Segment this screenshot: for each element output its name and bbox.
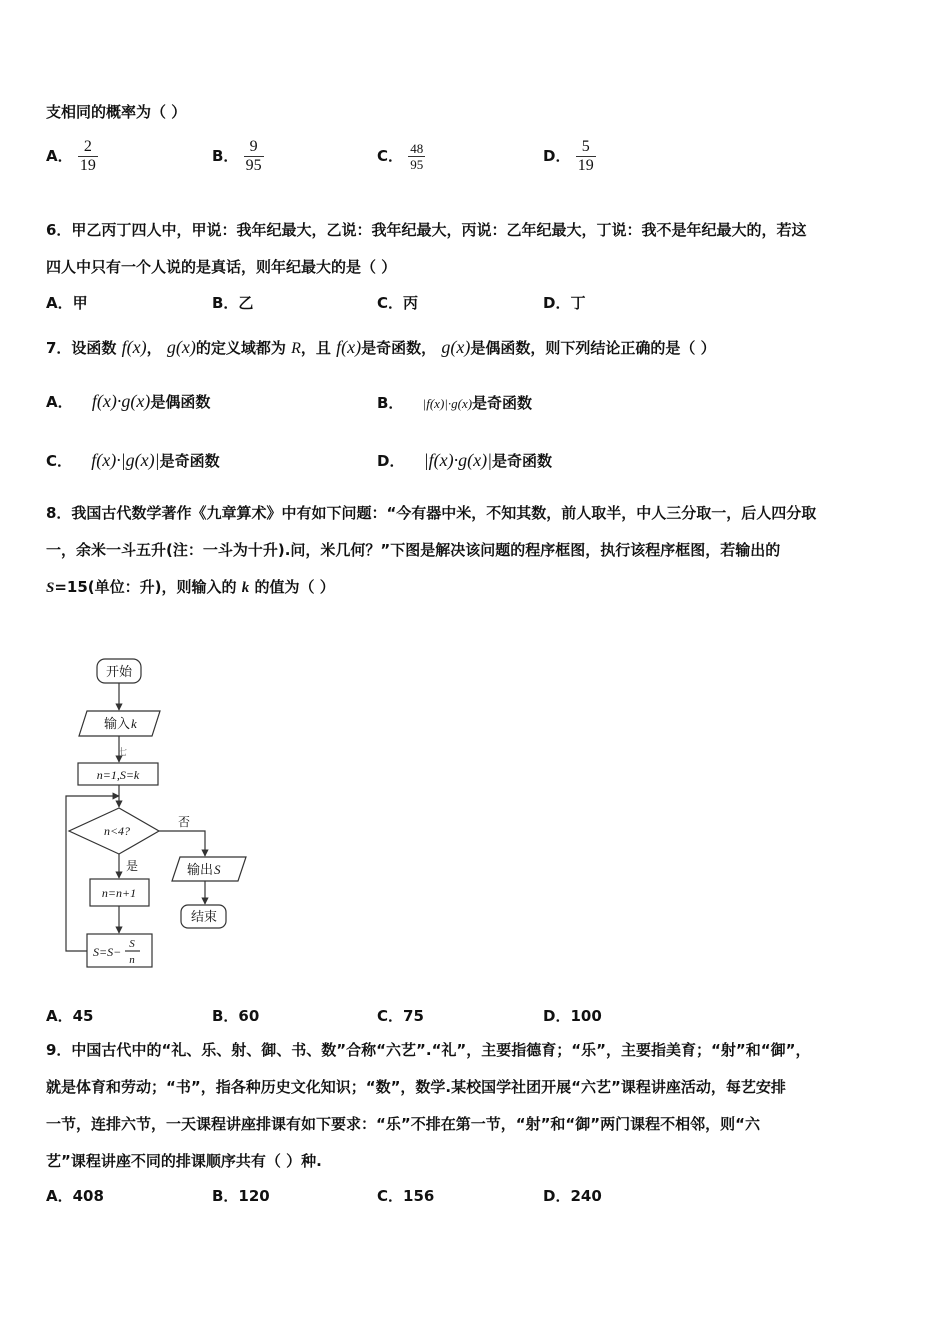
q9-option-b[interactable]: B．120	[212, 1187, 270, 1205]
output-label: 输出	[186, 862, 213, 877]
input-label: 输入	[103, 716, 130, 731]
denominator: 19	[577, 157, 594, 174]
option-label: A．	[46, 147, 73, 165]
output-variable: S	[214, 862, 221, 877]
option-label: B．	[212, 147, 239, 165]
numerator: 48	[410, 141, 424, 156]
q8-option-b[interactable]: B．60	[212, 1007, 260, 1025]
q6-option-d[interactable]: D．丁	[543, 294, 586, 312]
option-text: 是奇函数	[159, 452, 220, 470]
start-label: 开始	[105, 664, 133, 679]
q6-option-c[interactable]: C．丙	[377, 294, 419, 312]
q9-option-c[interactable]: C．156	[377, 1187, 435, 1205]
update-denominator: n	[129, 954, 135, 966]
q9-line-2: 就是体育和劳动；“书”，指各种历史文化知识；“数”，数学.某校国学社团开展“六艺”课程讲座活动，每艺安排	[46, 1078, 786, 1096]
q9-line-1: 9．中国古代中的“礼、乐、射、御、书、数”合称“六艺”.“礼”，主要指德育；“乐”，主要指美育；“射”和“御”，	[46, 1041, 811, 1059]
r-symbol: R	[291, 340, 301, 357]
increment-label: n=n+1	[101, 886, 137, 900]
q6-line-1: 6．甲乙丙丁四人中，甲说：我年纪最大，乙说：我年纪最大，丙说：乙年纪最大，丁说：我不是年纪最大的，若这	[46, 221, 807, 239]
k-variable: k	[241, 580, 250, 596]
q7-mid-1: 的定义域都为	[195, 339, 286, 357]
option-label: C．	[377, 147, 404, 165]
q7-option-d[interactable]	[377, 447, 552, 474]
fraction	[244, 138, 264, 175]
q8-line-1: 8．我国古代数学著作《九章算术》中有如下问题：“今有器中米，不知其数，前人取半，中人三分取一，后人四分取	[46, 504, 817, 522]
option-label: B．	[377, 394, 404, 412]
denominator: 95	[410, 157, 424, 172]
q6-line-2: 四人中只有一个人说的是真话，则年纪最大的是（ ）	[46, 258, 397, 276]
q8-option-a[interactable]: A．45	[46, 1007, 94, 1025]
option-label: D．	[377, 452, 405, 470]
option-label: A．	[46, 393, 73, 411]
q7-mid-2: ，且	[300, 339, 331, 357]
option-label: D．	[543, 147, 571, 165]
q5-option-c[interactable]	[377, 141, 425, 172]
q8-option-d[interactable]: D．100	[543, 1007, 602, 1025]
numerator: 2	[78, 138, 98, 157]
g-expression: g(x)	[441, 337, 471, 357]
s-variable: S	[46, 580, 55, 596]
q6-option-b[interactable]: B．乙	[212, 294, 254, 312]
g-expression: g(x)	[166, 337, 196, 357]
q5-option-d[interactable]	[543, 138, 596, 175]
option-text: 是偶函数	[150, 393, 211, 411]
q5-option-a[interactable]	[46, 138, 98, 175]
q6-option-a[interactable]: A．甲	[46, 294, 88, 312]
option-expression: |f(x)·g(x)|	[423, 450, 493, 470]
q9-option-a[interactable]: A．408	[46, 1187, 104, 1205]
decision-label: n<4?	[103, 824, 131, 838]
q7-mid-3: 是奇函数，	[361, 339, 437, 357]
input-variable: k	[131, 716, 137, 731]
option-expression: f(x)·|g(x)|	[91, 450, 160, 470]
q5-option-b[interactable]	[212, 138, 264, 175]
option-expression: f(x)·g(x)	[91, 391, 151, 411]
q9-option-d[interactable]: D．240	[543, 1187, 602, 1205]
q7-prefix: 7．设函数	[46, 339, 117, 357]
q7-stem	[46, 334, 716, 362]
q8-line-3-a: =15(单位：升)，则输入的	[54, 578, 237, 596]
f-expression: f(x)	[336, 337, 362, 357]
denominator: 95	[245, 157, 262, 174]
q7-option-b[interactable]	[377, 390, 532, 417]
option-label: C．	[46, 452, 73, 470]
option-expression: |f(x)|·g(x)	[422, 396, 473, 411]
fraction	[78, 138, 98, 175]
f-expression: f(x)	[121, 337, 147, 357]
update-label: S=S−	[93, 945, 122, 959]
fraction	[408, 141, 425, 172]
init-label: n=1,S=k	[96, 768, 140, 782]
q8-line-2: 一，余米一斗五升(注：一斗为十升).问，米几何？”下图是解决该问题的程序框图，执行该程序框图，若输出的	[46, 541, 781, 559]
yes-label: 是	[126, 859, 139, 873]
option-text: 是奇函数	[492, 452, 553, 470]
no-label: 否	[178, 815, 191, 829]
scan-mark: 七	[118, 747, 128, 757]
q7-option-a[interactable]	[46, 388, 210, 415]
numerator: 9	[244, 138, 264, 157]
flowchart	[60, 650, 260, 975]
q8-line-3	[46, 577, 335, 598]
numerator: 5	[576, 138, 596, 157]
q7-mid-4: 是偶函数，则下列结论正确的是（ ）	[470, 339, 716, 357]
no-branch-line	[159, 831, 205, 856]
end-label: 结束	[190, 909, 218, 924]
q8-line-3-b: 的值为（ ）	[254, 578, 335, 596]
update-numerator: S	[129, 938, 135, 950]
q5-text: 支相同的概率为（ ）	[46, 103, 187, 121]
q7-comma: ，	[146, 339, 162, 357]
q7-option-c[interactable]	[46, 447, 220, 474]
option-text: 是奇函数	[472, 394, 533, 412]
denominator: 19	[79, 157, 96, 174]
q8-option-c[interactable]: C．75	[377, 1007, 424, 1025]
fraction	[576, 138, 596, 175]
q9-line-4: 艺”课程讲座不同的排课顺序共有（ ）种.	[46, 1152, 322, 1170]
loop-back-line	[66, 796, 119, 951]
q9-line-3: 一节，连排六节，一天课程讲座排课有如下要求：“乐”不排在第一节，“射”和“御”两门课程不相邻，则“六	[46, 1115, 761, 1133]
